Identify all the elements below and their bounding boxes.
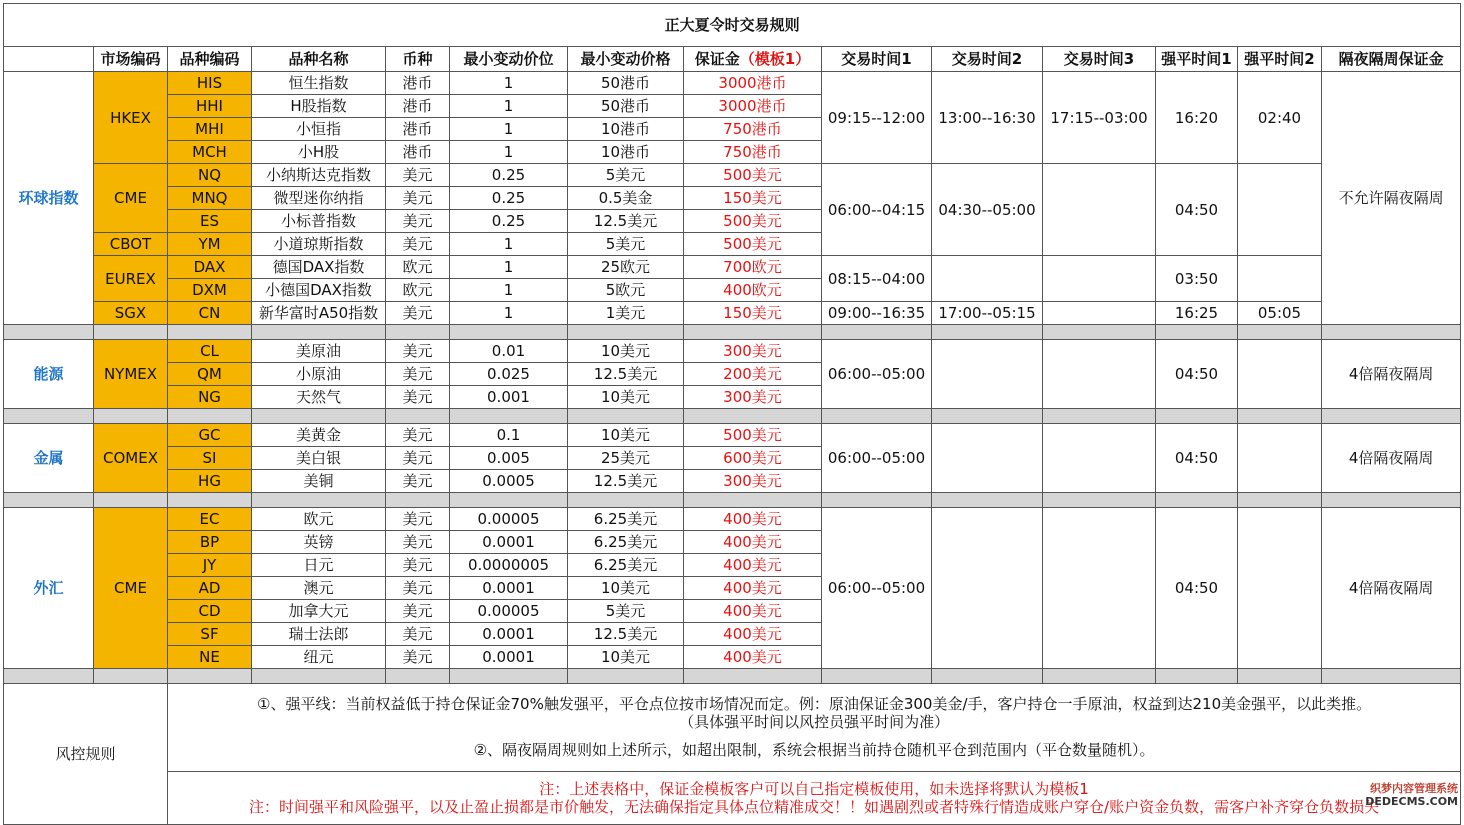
overnight-margin: 4倍隔夜隔周	[1322, 508, 1461, 669]
market-cme-fx: CME	[94, 508, 168, 669]
currency: 美元	[386, 600, 450, 623]
currency: 美元	[386, 531, 450, 554]
currency: 港币	[386, 141, 450, 164]
product-name: 天然气	[252, 386, 386, 409]
product-name: 微型迷你纳指	[252, 187, 386, 210]
currency: 美元	[386, 424, 450, 447]
margin: 400美元	[684, 508, 822, 531]
trade-time-3: 17:15--03:00	[1043, 72, 1156, 164]
currency: 美元	[386, 187, 450, 210]
product-name: 瑞士法郎	[252, 623, 386, 646]
force-close-2: 02:40	[1238, 72, 1322, 164]
trade-time-1: 09:00--16:35	[822, 302, 932, 325]
min-tick: 0.0005	[450, 470, 568, 493]
rules-table	[3, 3, 1461, 825]
currency: 欧元	[386, 256, 450, 279]
margin: 700欧元	[684, 256, 822, 279]
trade-time-3	[1043, 424, 1156, 493]
tick-value: 10港币	[568, 141, 684, 164]
product-code: QM	[168, 363, 252, 386]
risk-row	[4, 684, 1461, 772]
min-tick: 0.0001	[450, 531, 568, 554]
market-cbot: CBOT	[94, 233, 168, 256]
product-code: JY	[168, 554, 252, 577]
margin: 150美元	[684, 302, 822, 325]
header-overnight: 隔夜隔周保证金	[1322, 47, 1461, 72]
currency: 美元	[386, 164, 450, 187]
header-blank	[4, 47, 94, 72]
min-tick: 0.00005	[450, 600, 568, 623]
margin: 400美元	[684, 531, 822, 554]
product-name: 小纳斯达克指数	[252, 164, 386, 187]
product-name: 小原油	[252, 363, 386, 386]
force-close-1: 16:20	[1156, 72, 1238, 164]
product-code: HG	[168, 470, 252, 493]
margin: 500美元	[684, 164, 822, 187]
trade-time-2: 13:00--16:30	[932, 72, 1043, 164]
header-tick-value: 最小变动价格	[568, 47, 684, 72]
rule-overnight: ②、隔夜隔周规则如上述所示，如超出限制，系统会根据当前持仓随机平仓到范围内（平仓数量随机）。	[473, 741, 1155, 760]
product-code: SI	[168, 447, 252, 470]
margin: 750港币	[684, 118, 822, 141]
product-name: 恒生指数	[252, 72, 386, 95]
min-tick: 0.001	[450, 386, 568, 409]
min-tick: 0.0001	[450, 577, 568, 600]
header-currency: 币种	[386, 47, 450, 72]
min-tick: 1	[450, 302, 568, 325]
market-sgx: SGX	[94, 302, 168, 325]
watermark-line2: DEDECMS.COM	[1365, 795, 1458, 808]
tick-value: 5美元	[568, 600, 684, 623]
trade-time-3	[1043, 340, 1156, 409]
currency: 港币	[386, 118, 450, 141]
min-tick: 1	[450, 95, 568, 118]
product-name: 纽元	[252, 646, 386, 669]
separator-row	[4, 669, 1461, 684]
product-name: H股指数	[252, 95, 386, 118]
force-close-1: 04:50	[1156, 424, 1238, 493]
tick-value: 50港币	[568, 72, 684, 95]
header-time1: 交易时间1	[822, 47, 932, 72]
tick-value: 12.5美元	[568, 470, 684, 493]
tick-value: 12.5美元	[568, 210, 684, 233]
margin: 400欧元	[684, 279, 822, 302]
currency: 美元	[386, 447, 450, 470]
product-name: 欧元	[252, 508, 386, 531]
force-close-1: 04:50	[1156, 340, 1238, 409]
page-title: 正大夏令时交易规则	[4, 4, 1461, 47]
margin: 400美元	[684, 554, 822, 577]
currency: 美元	[386, 646, 450, 669]
currency: 欧元	[386, 279, 450, 302]
margin: 400美元	[684, 623, 822, 646]
product-name: 加拿大元	[252, 600, 386, 623]
separator-row	[4, 409, 1461, 424]
min-tick: 0.0001	[450, 623, 568, 646]
trade-time-1: 06:00--05:00	[822, 508, 932, 669]
tick-value: 0.5美金	[568, 187, 684, 210]
tick-value: 12.5美元	[568, 363, 684, 386]
trade-time-2	[932, 340, 1043, 409]
trade-time-2	[932, 424, 1043, 493]
trade-time-3	[1043, 164, 1156, 256]
currency: 美元	[386, 386, 450, 409]
product-code: HHI	[168, 95, 252, 118]
margin: 400美元	[684, 577, 822, 600]
tick-value: 10美元	[568, 386, 684, 409]
currency: 美元	[386, 210, 450, 233]
currency: 美元	[386, 623, 450, 646]
note-market-trigger: 注：时间强平和风险强平，以及止盈止损都是市价触发，无法确保指定具体点位精准成交！！如遇剧烈或者特殊行情造成账户穿仓/账户资金负数，需客户补齐穿仓负数损失	[249, 797, 1380, 816]
product-name: 小标普指数	[252, 210, 386, 233]
market-hkex: HKEX	[94, 72, 168, 164]
min-tick: 1	[450, 118, 568, 141]
force-close-2	[1238, 256, 1322, 302]
product-code: DAX	[168, 256, 252, 279]
rules-sheet	[3, 3, 1461, 825]
margin: 500美元	[684, 424, 822, 447]
category-metal: 金属	[4, 424, 94, 493]
separator-row	[4, 493, 1461, 508]
min-tick: 0.01	[450, 340, 568, 363]
product-code: BP	[168, 531, 252, 554]
product-name: 德国DAX指数	[252, 256, 386, 279]
tick-value: 6.25美元	[568, 554, 684, 577]
overnight-margin: 4倍隔夜隔周	[1322, 424, 1461, 493]
product-code: NE	[168, 646, 252, 669]
currency: 美元	[386, 554, 450, 577]
tick-value: 5美元	[568, 233, 684, 256]
header-margin-label: 保证金（模板1）	[694, 50, 811, 68]
table-row	[4, 72, 1461, 95]
trade-time-1: 06:00--05:00	[822, 340, 932, 409]
min-tick: 0.25	[450, 210, 568, 233]
trade-time-2	[932, 508, 1043, 669]
product-code: DXM	[168, 279, 252, 302]
margin: 600美元	[684, 447, 822, 470]
currency: 美元	[386, 577, 450, 600]
header-row	[4, 47, 1461, 72]
overnight-margin: 不允许隔夜隔周	[1322, 72, 1461, 325]
product-name: 小道琼斯指数	[252, 233, 386, 256]
overnight-margin: 4倍隔夜隔周	[1322, 340, 1461, 409]
tick-value: 6.25美元	[568, 531, 684, 554]
header-market: 市场编码	[94, 47, 168, 72]
market-comex: COMEX	[94, 424, 168, 493]
table-row	[4, 424, 1461, 447]
header-name: 品种名称	[252, 47, 386, 72]
category-energy: 能源	[4, 340, 94, 409]
product-name: 澳元	[252, 577, 386, 600]
force-close-1: 04:50	[1156, 164, 1238, 256]
trade-time-3	[1043, 302, 1156, 325]
min-tick: 0.00005	[450, 508, 568, 531]
product-code: CD	[168, 600, 252, 623]
product-name: 美原油	[252, 340, 386, 363]
min-tick: 0.005	[450, 447, 568, 470]
header-force1: 强平时间1	[1156, 47, 1238, 72]
currency: 美元	[386, 302, 450, 325]
header-time2: 交易时间2	[932, 47, 1043, 72]
margin: 3000港币	[684, 72, 822, 95]
trade-time-3	[1043, 256, 1156, 302]
tick-value: 6.25美元	[568, 508, 684, 531]
product-code: MNQ	[168, 187, 252, 210]
header-code: 品种编码	[168, 47, 252, 72]
table-row	[4, 340, 1461, 363]
watermark	[1365, 782, 1458, 808]
margin: 300美元	[684, 470, 822, 493]
category-global: 环球指数	[4, 72, 94, 325]
product-code: CL	[168, 340, 252, 363]
product-name: 美黄金	[252, 424, 386, 447]
separator-row	[4, 325, 1461, 340]
force-close-1: 04:50	[1156, 508, 1238, 669]
trade-time-1: 08:15--04:00	[822, 256, 932, 302]
margin: 500美元	[684, 233, 822, 256]
note-margin-template: 注：上述表格中，保证金模板客户可以自己指定模板使用，如未选择将默认为模板1	[539, 779, 1089, 798]
currency: 港币	[386, 72, 450, 95]
min-tick: 1	[450, 233, 568, 256]
rule-forced-close: ①、强平线：当前权益低于持仓保证金70%触发强平，平仓点位按市场情况而定。例：原油保证金300美金/手，客户持仓一手原油，权益到达210美金强平，以此类推。	[257, 695, 1372, 714]
tick-value: 5美元	[568, 164, 684, 187]
category-fx: 外汇	[4, 508, 94, 669]
tick-value: 50港币	[568, 95, 684, 118]
product-code: MCH	[168, 141, 252, 164]
margin: 300美元	[684, 340, 822, 363]
product-code: HIS	[168, 72, 252, 95]
product-name: 小恒指	[252, 118, 386, 141]
product-name: 新华富时A50指数	[252, 302, 386, 325]
product-name: 美白银	[252, 447, 386, 470]
product-name: 英镑	[252, 531, 386, 554]
tick-value: 5欧元	[568, 279, 684, 302]
margin: 150美元	[684, 187, 822, 210]
header-force2: 强平时间2	[1238, 47, 1322, 72]
margin: 300美元	[684, 386, 822, 409]
product-code: SF	[168, 623, 252, 646]
margin: 3000港币	[684, 95, 822, 118]
tick-value: 25欧元	[568, 256, 684, 279]
force-close-2	[1238, 164, 1322, 256]
tick-value: 10美元	[568, 577, 684, 600]
watermark-line1: 织梦内容管理系统	[1370, 782, 1458, 795]
min-tick: 1	[450, 256, 568, 279]
product-code: GC	[168, 424, 252, 447]
product-code: CN	[168, 302, 252, 325]
min-tick: 0.25	[450, 187, 568, 210]
force-close-2: 05:05	[1238, 302, 1322, 325]
table-row	[4, 302, 1461, 325]
min-tick: 0.0000005	[450, 554, 568, 577]
force-close-1: 16:25	[1156, 302, 1238, 325]
margin: 200美元	[684, 363, 822, 386]
table-row	[4, 508, 1461, 531]
min-tick: 0.0001	[450, 646, 568, 669]
trade-time-1: 09:15--12:00	[822, 72, 932, 164]
currency: 港币	[386, 95, 450, 118]
tick-value: 10美元	[568, 424, 684, 447]
trade-time-2: 17:00--05:15	[932, 302, 1043, 325]
header-tick: 最小变动价位	[450, 47, 568, 72]
min-tick: 1	[450, 279, 568, 302]
trade-time-3	[1043, 508, 1156, 669]
product-name: 日元	[252, 554, 386, 577]
min-tick: 0.1	[450, 424, 568, 447]
product-name: 小H股	[252, 141, 386, 164]
risk-label: 风控规则	[4, 684, 168, 825]
force-close-2	[1238, 424, 1322, 493]
tick-value: 10美元	[568, 340, 684, 363]
trade-time-1: 06:00--05:00	[822, 424, 932, 493]
product-code: MHI	[168, 118, 252, 141]
tick-value: 12.5美元	[568, 623, 684, 646]
currency: 美元	[386, 470, 450, 493]
market-eurex: EUREX	[94, 256, 168, 302]
min-tick: 1	[450, 141, 568, 164]
table-row	[4, 256, 1461, 279]
product-name: 小德国DAX指数	[252, 279, 386, 302]
tick-value: 1美元	[568, 302, 684, 325]
margin: 400美元	[684, 646, 822, 669]
min-tick: 1	[450, 72, 568, 95]
market-nymex: NYMEX	[94, 340, 168, 409]
margin: 400美元	[684, 600, 822, 623]
tick-value: 10港币	[568, 118, 684, 141]
product-name: 美铜	[252, 470, 386, 493]
product-code: NG	[168, 386, 252, 409]
header-margin	[684, 47, 822, 72]
product-code: YM	[168, 233, 252, 256]
table-row	[4, 164, 1461, 187]
currency: 美元	[386, 363, 450, 386]
market-cme: CME	[94, 164, 168, 233]
margin: 500美元	[684, 210, 822, 233]
tick-value: 25美元	[568, 447, 684, 470]
product-code: NQ	[168, 164, 252, 187]
currency: 美元	[386, 508, 450, 531]
min-tick: 0.25	[450, 164, 568, 187]
rule-forced-close-note: （具体强平时间以风控员强平时间为准）	[679, 713, 950, 732]
margin: 750港币	[684, 141, 822, 164]
product-code: AD	[168, 577, 252, 600]
currency: 美元	[386, 233, 450, 256]
force-close-2	[1238, 508, 1322, 669]
risk-notes	[168, 771, 1461, 824]
header-time3: 交易时间3	[1043, 47, 1156, 72]
product-code: ES	[168, 210, 252, 233]
trade-time-1: 06:00--04:15	[822, 164, 932, 256]
force-close-2	[1238, 340, 1322, 409]
tick-value: 10美元	[568, 646, 684, 669]
trade-time-2: 04:30--05:00	[932, 164, 1043, 256]
currency: 美元	[386, 340, 450, 363]
trade-time-2	[932, 256, 1043, 302]
product-code: EC	[168, 508, 252, 531]
min-tick: 0.025	[450, 363, 568, 386]
risk-rules	[168, 684, 1461, 772]
note-row	[4, 771, 1461, 824]
force-close-1: 03:50	[1156, 256, 1238, 302]
